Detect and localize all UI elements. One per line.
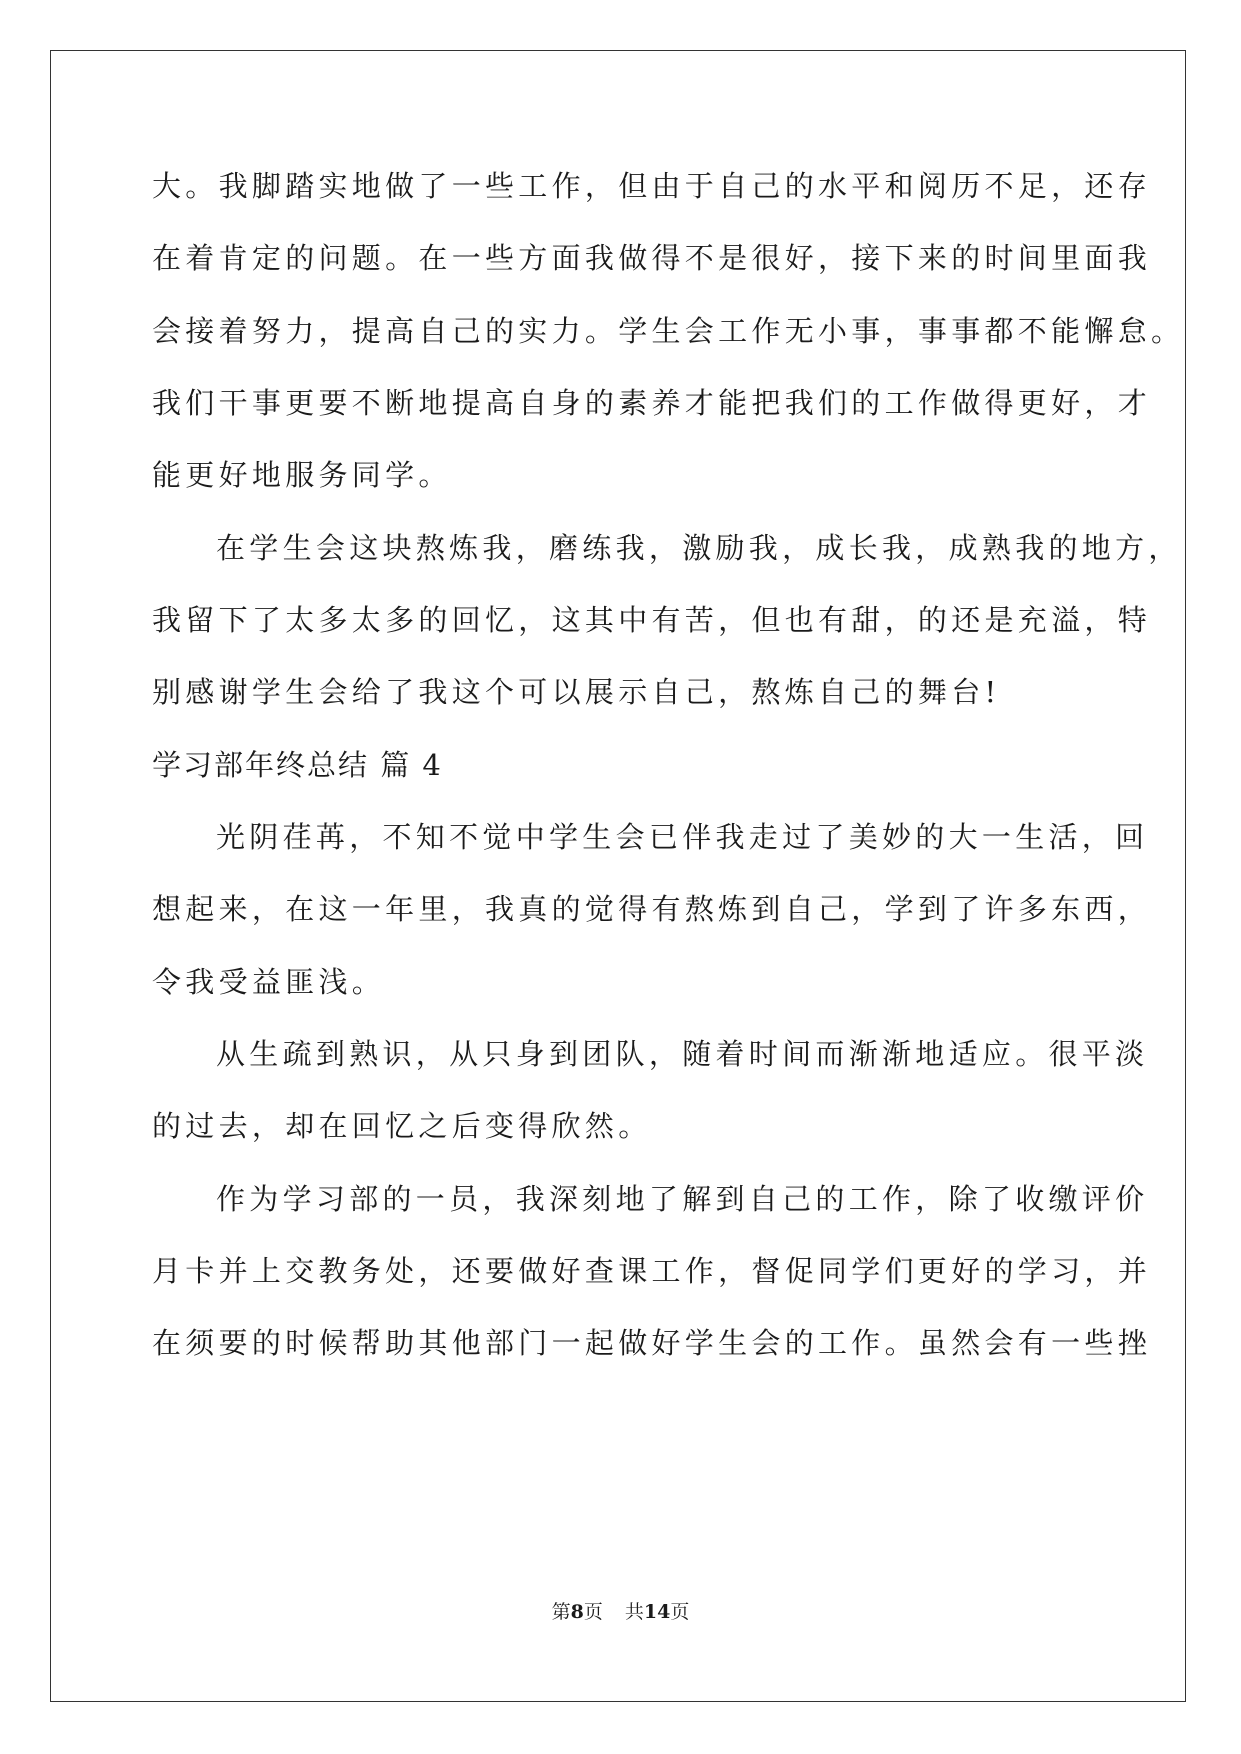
- paragraph-first-line: 光阴荏苒，不知不觉中学生会已伴我走过了美妙的大一生活，回: [216, 820, 1149, 854]
- text-line: 大。我脚踏实地做了一些工作，但由于自己的水平和阅历不足，还存: [152, 169, 1152, 203]
- page-prefix: 第: [551, 1601, 571, 1623]
- text-line: 在须要的时候帮助其他部门一起做好学生会的工作。虽然会有一些挫: [152, 1326, 1152, 1360]
- paragraph-first-line: 在学生会这块熬炼我，磨练我，激励我，成长我，成熟我的地方，: [216, 531, 1182, 565]
- section-heading: 学习部年终总结 篇 4: [152, 748, 443, 782]
- page-frame: [50, 50, 1186, 1702]
- text-line: 我们干事更要不断地提高自身的素养才能把我们的工作做得更好，才: [152, 386, 1152, 420]
- text-line: 想起来，在这一年里，我真的觉得有熬炼到自己，学到了许多东西，: [152, 892, 1152, 926]
- paragraph-first-line: 作为学习部的一员，我深刻地了解到自己的工作，除了收缴评价: [216, 1182, 1149, 1216]
- text-line: 别感谢学生会给了我这个可以展示自己，熬炼自己的舞台!: [152, 675, 1001, 709]
- total-prefix: 共: [624, 1601, 644, 1623]
- text-line: 月卡并上交教务处，还要做好查课工作，督促同学们更好的学习，并: [152, 1254, 1152, 1288]
- page-footer: [0, 1600, 1241, 1624]
- text-line: 令我受益匪浅。: [152, 965, 386, 999]
- total-suffix: 页: [670, 1601, 690, 1623]
- page-suffix: 页: [583, 1601, 603, 1623]
- text-line: 会接着努力，提高自己的实力。学生会工作无小事，事事都不能懈怠。: [152, 314, 1185, 348]
- paragraph-first-line: 从生疏到熟识，从只身到团队，随着时间而渐渐地适应。很平淡: [216, 1037, 1149, 1071]
- text-line: 能更好地服务同学。: [152, 458, 452, 492]
- total-pages: 14: [643, 1601, 671, 1623]
- text-line: 的过去，却在回忆之后变得欣然。: [152, 1109, 652, 1143]
- page-number: 8: [570, 1601, 584, 1623]
- text-line: 我留下了太多太多的回忆，这其中有苦，但也有甜，的还是充溢，特: [152, 603, 1152, 637]
- text-line: 在着肯定的问题。在一些方面我做得不是很好，接下来的时间里面我: [152, 241, 1152, 275]
